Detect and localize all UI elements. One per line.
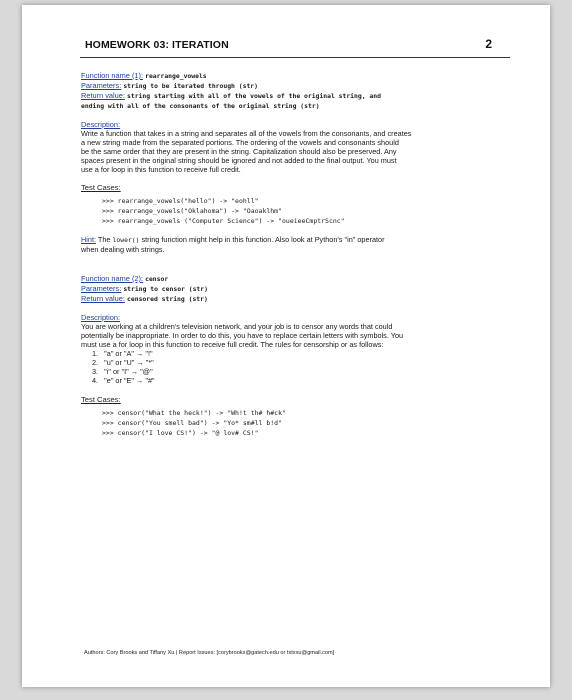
header-divider	[80, 57, 510, 58]
func1-params-value: string to be iterated through (str)	[123, 82, 258, 90]
func2-params-label: Parameters:	[81, 284, 122, 293]
censor-rule: 1. "a" or "A" → "!"	[92, 349, 153, 358]
func2-return-label: Return value:	[81, 294, 125, 303]
page-title: HOMEWORK 03: ITERATION	[85, 39, 229, 51]
page-footer: Authors: Cory Brooks and Tiffany Xu | Report Issues: [corybrooks@gatech.edu or txtxxu@gmail.com]	[84, 650, 335, 656]
func1-hint-post: string function might help in this function. Also look at Python's "in" operator	[141, 235, 385, 244]
func1-hint-label: Hint:	[81, 235, 97, 244]
func2-desc-line: You are working at a children's television network, and your job is to censor any words that could	[81, 322, 393, 331]
func1-return-value-1: string starting with all of the vowels of the original string, and	[127, 92, 381, 100]
func2-params-value: string to censor (str)	[123, 285, 208, 293]
func1-hint-code: lower()	[112, 236, 140, 244]
test-case-line: >>> censor("I love CS!") -> "@ lov# CS!"	[102, 429, 259, 437]
func2-test-cases	[102, 408, 493, 438]
func1-return-line	[81, 91, 493, 101]
func1-description-heading	[81, 120, 493, 129]
func2-description-heading	[81, 313, 493, 322]
test-case-line: >>> rearrange_vowels("hello") -> "eohll"	[102, 197, 259, 205]
page-number: 2	[485, 37, 492, 51]
func1-hint-pre: The	[97, 235, 111, 244]
func2-return-value: censored string (str)	[127, 295, 208, 303]
func1-params-label: Parameters:	[81, 81, 122, 90]
func1-name-value: rearrange_vowels	[145, 72, 207, 80]
test-case-line: >>> rearrange_vowels ("Computer Science") -> "oueieeCmptrScnc"	[102, 217, 345, 225]
test-case-line: >>> censor("What the heck!") -> "Wh!t th# h#ck"	[102, 409, 286, 417]
func2-desc-line: must use a for loop in this function to receive full credit. The rules for censorship or as follows:	[81, 340, 384, 349]
censor-rules-list	[92, 349, 493, 385]
func1-params-line	[81, 81, 493, 91]
func1-return-label: Return value:	[81, 91, 125, 100]
func1-desc-line: be the same order that they are present in the string. Capitalization should also be preserved. Any	[81, 147, 397, 156]
func2-name-line	[81, 274, 493, 284]
censor-rule: 2. "u" or "U" → "*"	[92, 358, 154, 367]
document-content	[81, 71, 493, 438]
test-case-line: >>> censor("You smell bad") -> "Yo* sm#ll b!d"	[102, 419, 283, 427]
func2-test-cases-heading: Test Cases:	[81, 395, 121, 404]
func2-name-value: censor	[145, 275, 169, 283]
func1-desc-line: use a for loop in this function to receive full credit.	[81, 165, 241, 174]
censor-rule: 3. "i" or "I" → "@"	[92, 367, 153, 376]
func1-return-value-2: ending with all of the consonants of the original string (str)	[81, 102, 320, 110]
func1-desc-line: a new string made from the separated portions. The ordering of the vowels and consonants should	[81, 138, 399, 147]
func2-name-label: Function name (2):	[81, 274, 144, 283]
func1-test-cases-heading: Test Cases:	[81, 183, 121, 192]
test-case-line: >>> rearrange_vowels("Oklahoma") -> "Oaoaklhm"	[102, 207, 283, 215]
func1-hint-line-2: when dealing with strings.	[81, 245, 165, 254]
func1-return-line-2	[81, 101, 493, 111]
func1-hint-line	[81, 235, 493, 245]
func1-name-label: Function name (1):	[81, 71, 144, 80]
func1-desc-line: Write a function that takes in a string and separates all of the vowels from the consonants, and creates	[81, 129, 412, 138]
func1-test-cases	[102, 196, 493, 226]
func2-return-line	[81, 294, 493, 304]
func1-desc-label: Description:	[81, 120, 121, 129]
func2-params-line	[81, 284, 493, 294]
document-page	[22, 5, 550, 687]
func2-desc-label: Description:	[81, 313, 121, 322]
func1-name-line	[81, 71, 493, 81]
func2-desc-line: potentially be inappropriate. In order to do this, you have to replace certain letters with symbols. You	[81, 331, 404, 340]
censor-rule: 4. "e" or "E" → "#"	[92, 376, 155, 385]
func1-desc-line: spaces present in the original string should be ignored and not added to the final output. You must	[81, 156, 397, 165]
